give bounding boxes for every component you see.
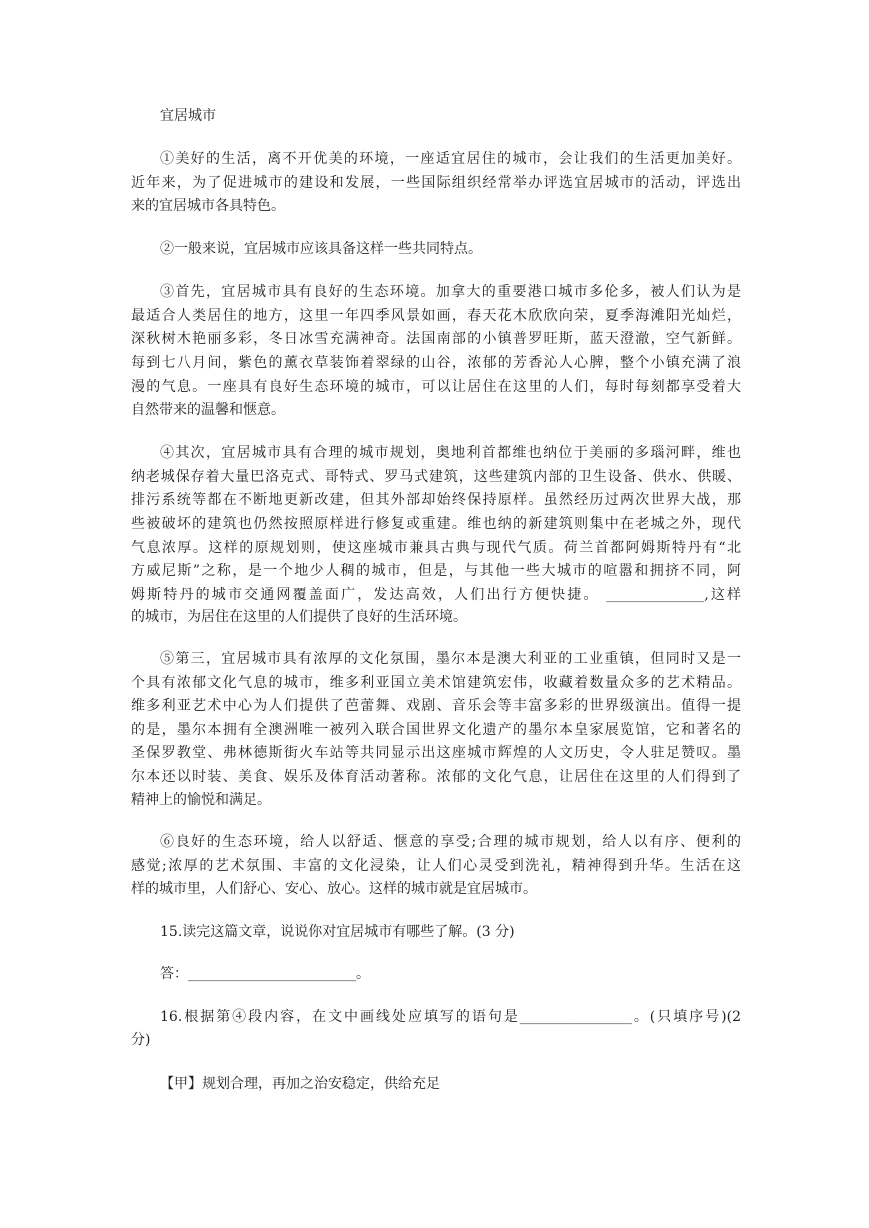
question-15: 15.读完这篇文章，说说你对宜居城市有哪些了解。(3 分) [160,924,515,940]
paragraph-3-line-2: 最适合人类居住的地方，这里一年四季风景如画，春天花木欣欣向荣，夏季海滩阳光灿烂， [131,308,741,324]
paragraph-4-line-8: 的城市，为居住在这里的人们提供了良好的生活环境。 [131,609,467,625]
paragraph-6-line-1: ⑥良好的生态环境，给人以舒适、惬意的享受;合理的城市规划，给人以有序、便利的 [160,834,741,850]
paragraph-1-line-1: ①美好的生活，离不开优美的环境，一座适宜居住的城市，会让我们的生活更加美好。 [160,151,741,167]
paragraph-5-line-2: 个具有浓郁文化气息的城市，维多利亚国立美术馆建筑宏伟，收藏着数量众多的艺术精品。 [131,675,741,691]
paragraph-3-line-3: 深秋树木艳丽多彩，冬日冰雪充满神奇。法国南部的小镇普罗旺斯，蓝天澄澈，空气新鲜。 [131,331,741,347]
paragraph-5-line-4: 的是，墨尔本拥有全澳洲唯一被列入联合国世界文化遗产的墨尔本皇家展览馆，它和著名的 [131,722,741,738]
paragraph-2-line-1: ②一般来说，宜居城市应该具备这样一些共同特点。 [160,241,482,257]
paragraph-5-line-5: 圣保罗教堂、弗林德斯街火车站等共同显示出这座城市辉煌的人文历史，令人驻足赞叹。墨 [131,745,741,761]
paragraph-3-line-4: 每到七八月间，紫色的薰衣草装饰着翠绿的山谷，浓郁的芳香沁人心脾，整个小镇充满了浪 [131,355,741,371]
paragraph-5-line-3: 维多利亚艺术中心为人们提供了芭蕾舞、戏剧、音乐会等丰富多彩的世界级演出。值得一提 [131,698,741,714]
paragraph-1-line-3: 来的宜居城市各具特色。 [131,198,285,214]
paragraph-1-line-2: 近年来，为了促进城市的建设和发展，一些国际组织经常举办评选宜居城市的活动，评选出 [131,175,741,191]
paragraph-4-line-4: 些被破坏的建筑也仍然按照原样进行修复或重建。维也纳的新建筑则集中在老城之外，现代 [131,516,741,532]
paragraph-3-line-6: 自然带来的温馨和惬意。 [131,402,285,418]
question-16-line-1: 16.根据第④段内容，在文中画线处应填写的语句是________________。(只填序号)(2 [160,1009,741,1025]
paragraph-5-line-6: 尔本还以时装、美食、娱乐及体育活动著称。浓郁的文化气息，让居住在这里的人们得到了 [131,769,741,785]
paragraph-5-line-1: ⑤第三，宜居城市具有浓厚的文化氛围，墨尔本是澳大利亚的工业重镇，但同时又是一 [160,651,741,667]
paragraph-3-line-1: ③首先，宜居城市具有良好的生态环境。加拿大的重要港口城市多伦多，被人们认为是 [160,284,741,300]
article-title: 宜居城市 [160,108,216,124]
paragraph-4-line-6: 方威尼斯”之称，是一个地少人稠的城市，但是，与其他一些大城市的喧嚣和拥挤不同，阿 [131,563,741,579]
paragraph-4-line-2: 纳老城保存着大量巴洛克式、哥特式、罗马式建筑，这些建筑内部的卫生设备、供水、供暖、 [131,469,741,485]
option-a: 【甲】规划合理，再加之治安稳定，供给充足 [160,1076,440,1092]
paragraph-4-line-5: 气息浓厚。这样的原规划则，使这座城市兼具古典与现代气质。荷兰首都阿姆斯特丹有“北 [131,540,741,556]
paragraph-4-line-1: ④其次，宜居城市具有合理的城市规划，奥地利首都维也纳位于美丽的多瑙河畔，维也 [160,445,741,461]
paragraph-5-line-7: 精神上的愉悦和满足。 [131,792,271,808]
paragraph-6-line-3: 样的城市里，人们舒心、安心、放心。这样的城市就是宜居城市。 [131,881,537,897]
paragraph-3-line-5: 漫的气息。一座具有良好生态环境的城市，可以让居住在这里的人们，每时每刻都享受着大 [131,379,741,395]
paragraph-6-line-2: 感觉;浓厚的艺术氛围、丰富的文化浸染，让人们心灵受到洗礼，精神得到升华。生活在这 [131,858,741,874]
paragraph-4-line-7: 姆斯特丹的城市交通网覆盖面广，发达高效，人们出行方便快捷。 ______________,这样 [131,587,741,603]
paragraph-4-line-3: 排污系统等都在不断地更新改建，但其外部却始终保持原样。虽然经历过两次世界大战，那 [131,492,741,508]
question-16-line-2: 分) [131,1032,151,1048]
question-15-answer-blank: 答：________________________。 [160,966,370,982]
